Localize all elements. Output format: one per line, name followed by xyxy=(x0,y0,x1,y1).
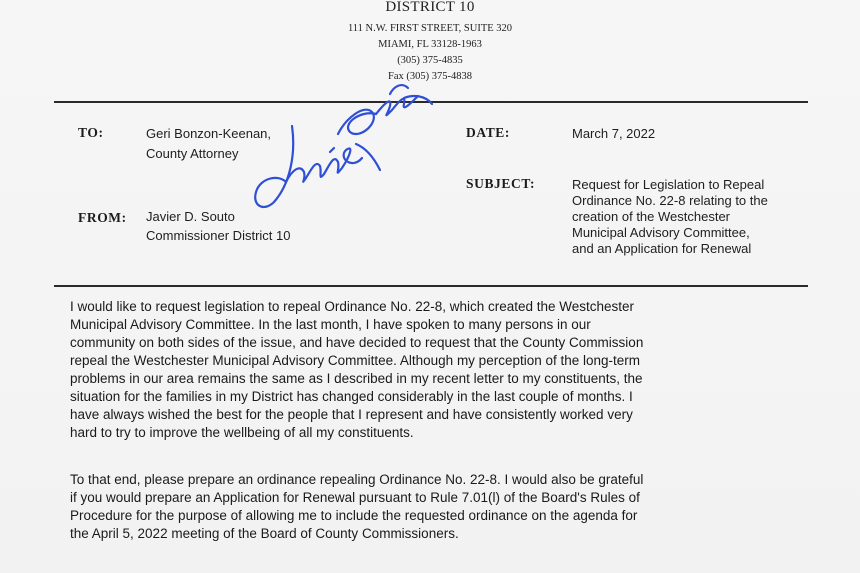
from-label: FROM: xyxy=(78,210,127,225)
body-line: hard to try to improve the wellbeing of all my constituents. xyxy=(70,425,414,440)
body-line: Municipal Advisory Committee. In the last month, I have spoken to many persons in our xyxy=(70,317,591,332)
letterhead-fax: Fax (305) 375-4838 xyxy=(388,71,472,82)
body-line: repeal the Westchester Municipal Advisory Committee. Although my perception of the long-term xyxy=(70,353,641,368)
body-line: Procedure for the purpose of allowing me to include the requested ordinance on the agenda for xyxy=(70,508,638,523)
body-line: problems in our area remains the same as I described in my recent letter to my constituents, the xyxy=(70,371,643,386)
subject-line: Ordinance No. 22-8 relating to the xyxy=(572,193,768,208)
subject-line: creation of the Westchester xyxy=(572,209,731,224)
body-line: the April 5, 2022 meeting of the Board of County Commissioners. xyxy=(70,526,459,541)
letterhead-city: MIAMI, FL 33128-1963 xyxy=(378,39,482,50)
subject-line: Municipal Advisory Committee, xyxy=(572,225,750,240)
from-title: Commissioner District 10 xyxy=(146,228,291,243)
body-line: To that end, please prepare an ordinance repealing Ordinance No. 22-8. I would also be grateful xyxy=(70,472,644,487)
subject-text xyxy=(572,177,768,257)
body-line: community on both sides of the issue, and have decided to request that the County Commission xyxy=(70,335,644,350)
letterhead-district: DISTRICT 10 xyxy=(385,0,475,15)
body-line: situation for the families in my District has changed considerably in the last couple of months. I xyxy=(70,389,633,404)
date-value: March 7, 2022 xyxy=(572,126,656,141)
body-paragraph-1 xyxy=(70,298,790,442)
body-line: if you would prepare an Application for Renewal pursuant to Rule 7.01(l) of the Board's Rules of xyxy=(70,490,640,505)
to-label: TO: xyxy=(78,125,104,140)
letterhead-phone: (305) 375-4835 xyxy=(397,55,463,66)
from-name: Javier D. Souto xyxy=(146,209,235,224)
body-divider xyxy=(54,285,808,287)
to-name: Geri Bonzon-Keenan, xyxy=(146,126,272,141)
subject-line: Request for Legislation to Repeal xyxy=(572,177,765,192)
subject-line: and an Application for Renewal xyxy=(572,241,752,256)
to-title: County Attorney xyxy=(146,146,239,161)
handwritten-signature xyxy=(234,74,434,224)
letterhead-address: 111 N.W. FIRST STREET, SUITE 320 xyxy=(347,23,513,34)
body-paragraph-2 xyxy=(70,471,790,543)
subject-label: SUBJECT: xyxy=(466,176,536,191)
body-line: have always wished the best for the people that I represent and have consistently worked very xyxy=(70,407,633,422)
date-label: DATE: xyxy=(466,125,511,140)
body-line: I would like to request legislation to repeal Ordinance No. 22-8, which created the Westchester xyxy=(70,299,635,314)
